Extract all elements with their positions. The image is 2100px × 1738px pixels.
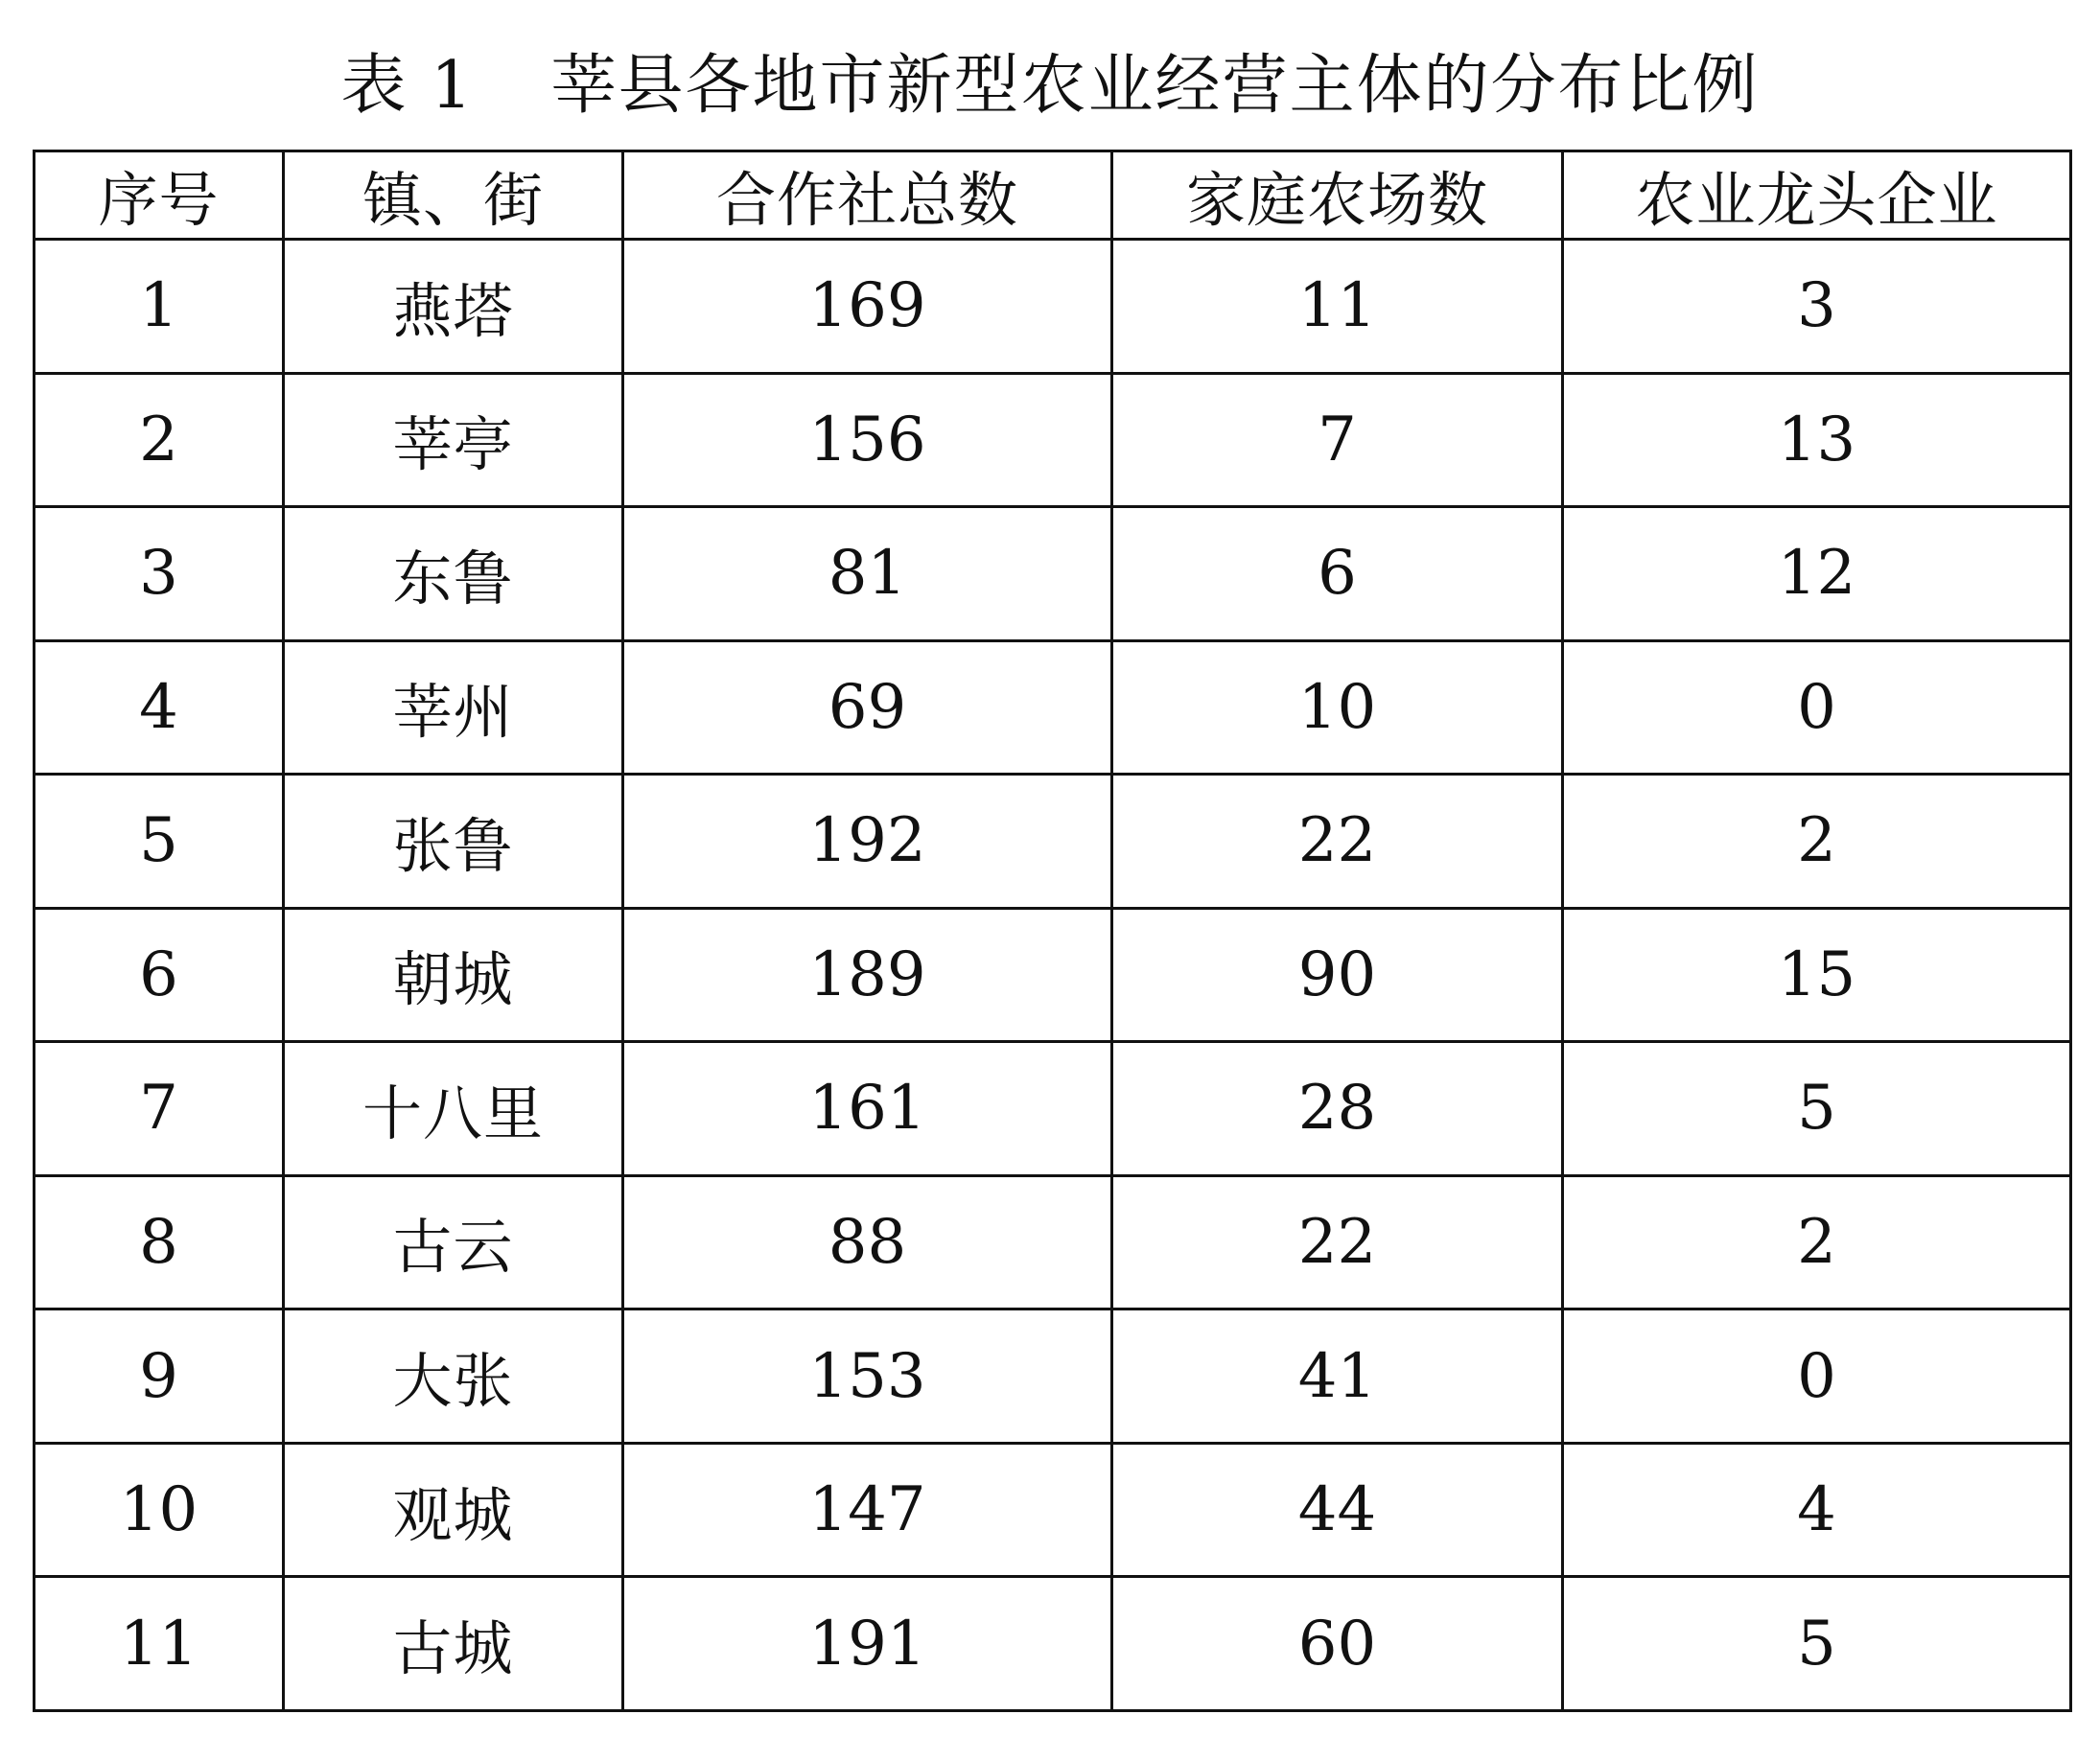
cell-family-farms: 44 (1112, 1443, 1563, 1577)
cell-town: 东鲁 (284, 507, 623, 641)
cell-cooperatives: 69 (623, 640, 1112, 775)
cell-cooperatives: 189 (623, 908, 1112, 1042)
distribution-table (33, 150, 2072, 1712)
cell-town: 燕塔 (284, 240, 623, 374)
table-row (35, 507, 2071, 641)
cell-leading-enterprises: 5 (1563, 1042, 2071, 1176)
cell-family-farms: 28 (1112, 1042, 1563, 1176)
cell-town: 莘州 (284, 640, 623, 775)
cell-index: 3 (35, 507, 284, 641)
table-number: 表 1 (340, 47, 475, 124)
table-caption: 莘县各地市新型农业经营主体的分布比例 (550, 47, 1760, 124)
cell-town: 张鲁 (284, 775, 623, 909)
cell-family-farms: 22 (1112, 775, 1563, 909)
cell-index: 2 (35, 373, 284, 507)
cell-index: 8 (35, 1175, 284, 1309)
table-row (35, 640, 2071, 775)
cell-family-farms: 60 (1112, 1577, 1563, 1711)
cell-leading-enterprises: 2 (1563, 775, 2071, 909)
cell-leading-enterprises: 5 (1563, 1577, 2071, 1711)
cell-cooperatives: 169 (623, 240, 1112, 374)
cell-leading-enterprises: 15 (1563, 908, 2071, 1042)
cell-cooperatives: 81 (623, 507, 1112, 641)
cell-town: 大张 (284, 1309, 623, 1444)
cell-index: 1 (35, 240, 284, 374)
cell-cooperatives: 153 (623, 1309, 1112, 1444)
table-row (35, 1577, 2071, 1711)
cell-family-farms: 10 (1112, 640, 1563, 775)
cell-town: 古云 (284, 1175, 623, 1309)
table-title (0, 27, 2100, 132)
cell-leading-enterprises: 0 (1563, 640, 2071, 775)
cell-town: 十八里 (284, 1042, 623, 1176)
cell-family-farms: 41 (1112, 1309, 1563, 1444)
table-row (35, 908, 2071, 1042)
cell-cooperatives: 161 (623, 1042, 1112, 1176)
cell-index: 9 (35, 1309, 284, 1444)
cell-town: 莘亭 (284, 373, 623, 507)
cell-family-farms: 90 (1112, 908, 1563, 1042)
header-cooperatives: 合作社总数 (623, 151, 1112, 240)
cell-index: 10 (35, 1443, 284, 1577)
header-leading-enterprises: 农业龙头企业 (1563, 151, 2071, 240)
table-row (35, 775, 2071, 909)
cell-family-farms: 6 (1112, 507, 1563, 641)
cell-town: 朝城 (284, 908, 623, 1042)
table-row (35, 373, 2071, 507)
table-row (35, 1309, 2071, 1444)
table-row (35, 1443, 2071, 1577)
cell-family-farms: 11 (1112, 240, 1563, 374)
header-family-farms: 家庭农场数 (1112, 151, 1563, 240)
cell-leading-enterprises: 13 (1563, 373, 2071, 507)
cell-town: 古城 (284, 1577, 623, 1711)
cell-cooperatives: 147 (623, 1443, 1112, 1577)
table-row (35, 240, 2071, 374)
cell-index: 6 (35, 908, 284, 1042)
cell-cooperatives: 88 (623, 1175, 1112, 1309)
table-row (35, 1042, 2071, 1176)
cell-index: 5 (35, 775, 284, 909)
cell-leading-enterprises: 4 (1563, 1443, 2071, 1577)
cell-cooperatives: 191 (623, 1577, 1112, 1711)
header-town: 镇、街 (284, 151, 623, 240)
cell-cooperatives: 156 (623, 373, 1112, 507)
cell-family-farms: 7 (1112, 373, 1563, 507)
cell-leading-enterprises: 12 (1563, 507, 2071, 641)
table-header-row (35, 151, 2071, 240)
cell-cooperatives: 192 (623, 775, 1112, 909)
cell-index: 4 (35, 640, 284, 775)
cell-town: 观城 (284, 1443, 623, 1577)
table-row (35, 1175, 2071, 1309)
cell-index: 11 (35, 1577, 284, 1711)
cell-leading-enterprises: 0 (1563, 1309, 2071, 1444)
cell-index: 7 (35, 1042, 284, 1176)
cell-leading-enterprises: 2 (1563, 1175, 2071, 1309)
cell-family-farms: 22 (1112, 1175, 1563, 1309)
header-index: 序号 (35, 151, 284, 240)
cell-leading-enterprises: 3 (1563, 240, 2071, 374)
